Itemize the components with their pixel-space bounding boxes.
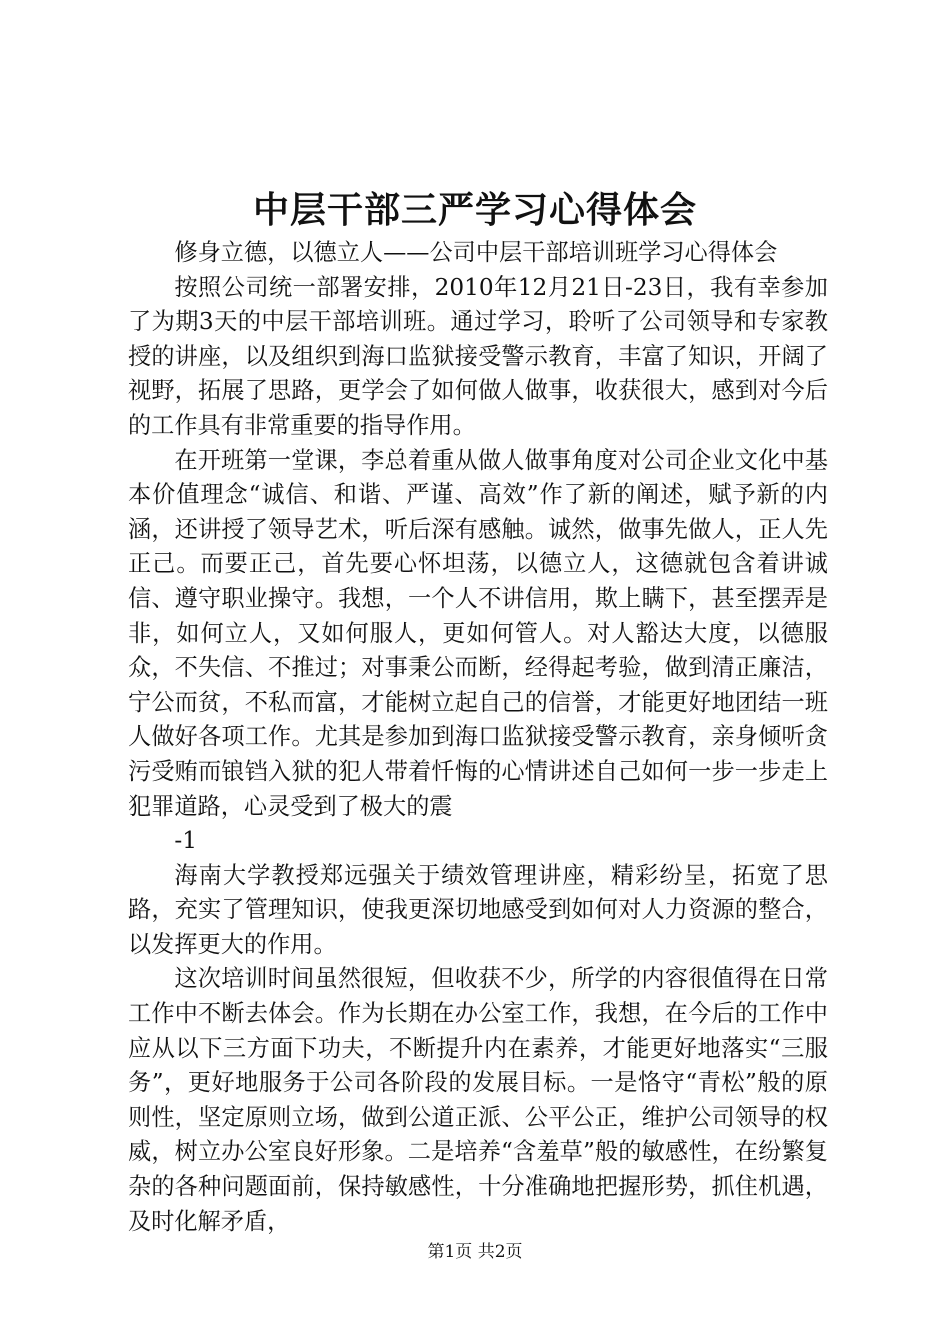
- subtitle-paragraph: 修身立德，以德立人——公司中层干部培训班学习心得体会: [174, 239, 778, 266]
- body-paragraph: 在开班第一堂课，李总着重从做人做事角度对公司企业文化中基本价值理念“诚信、和谐、严谨、高效”作了新的阐述，赋予新的内涵，还讲授了领导艺术，听后深有感触。诚然，做事先做人，正人先正己。而要正己，首先要心怀坦荡，以德立人，这德就包含着讲诚信、遵守职业操守。我想，一个人不讲信用，欺上瞒下，甚至摆弄是非，如何立人，又如何服人，更如何管人。对人豁达大度，以德服众，不失信、不推过；对事秉公而断，经得起考验，做到清正廉洁，宁公而贫，不私而富，才能树立起自己的信誉，才能更好地团结一班人做好各项工作。尤其是参加到海口监狱接受警示教育，亲身倾听贪污受贿而锒铛入狱的犯人带着忏悔的心情讲述自己如何一步一步走上犯罪道路，心灵受到了极大的震: [128, 446, 828, 820]
- body-paragraph: 这次培训时间虽然很短，但收获不少，所学的内容很值得在日常工作中不断去体会。作为长期在办公室工作，我想，在今后的工作中应从以下三方面下功夫，不断提升内在素养，才能更好地落实“三服务”，更好地服务于公司各阶段的发展目标。一是恪守“青松”般的原则性，坚定原则立场，做到公道正派、公平公正，维护公司领导的权威，树立办公室良好形象。二是培养“含羞草”般的敏感性，在纷繁复杂的各种问题面前，保持敏感性，十分准确地把握形势，抓住机遇，及时化解矛盾，: [128, 965, 828, 1235]
- document-title: 中层干部三严学习心得体会: [252, 189, 697, 231]
- page-marker: -1: [174, 827, 197, 855]
- body-paragraph: 海南大学教授郑远强关于绩效管理讲座，精彩纷呈，拓宽了思路，充实了管理知识，使我更深切地感受到如何对人力资源的整合，以发挥更大的作用。: [128, 861, 828, 958]
- body-paragraph: 按照公司统一部署安排，2010年12月21日-23日，我有幸参加了为期3天的中层干部培训班。通过学习，聆听了公司领导和专家教授的讲座，以及组织到海口监狱接受警示教育，丰富了知识，开阔了视野，拓展了思路，更学会了如何做人做事，收获很大，感到对今后的工作具有非常重要的指导作用。: [128, 273, 828, 439]
- document-body: [128, 236, 828, 1239]
- page-footer: 第1页 共2页: [427, 1242, 523, 1262]
